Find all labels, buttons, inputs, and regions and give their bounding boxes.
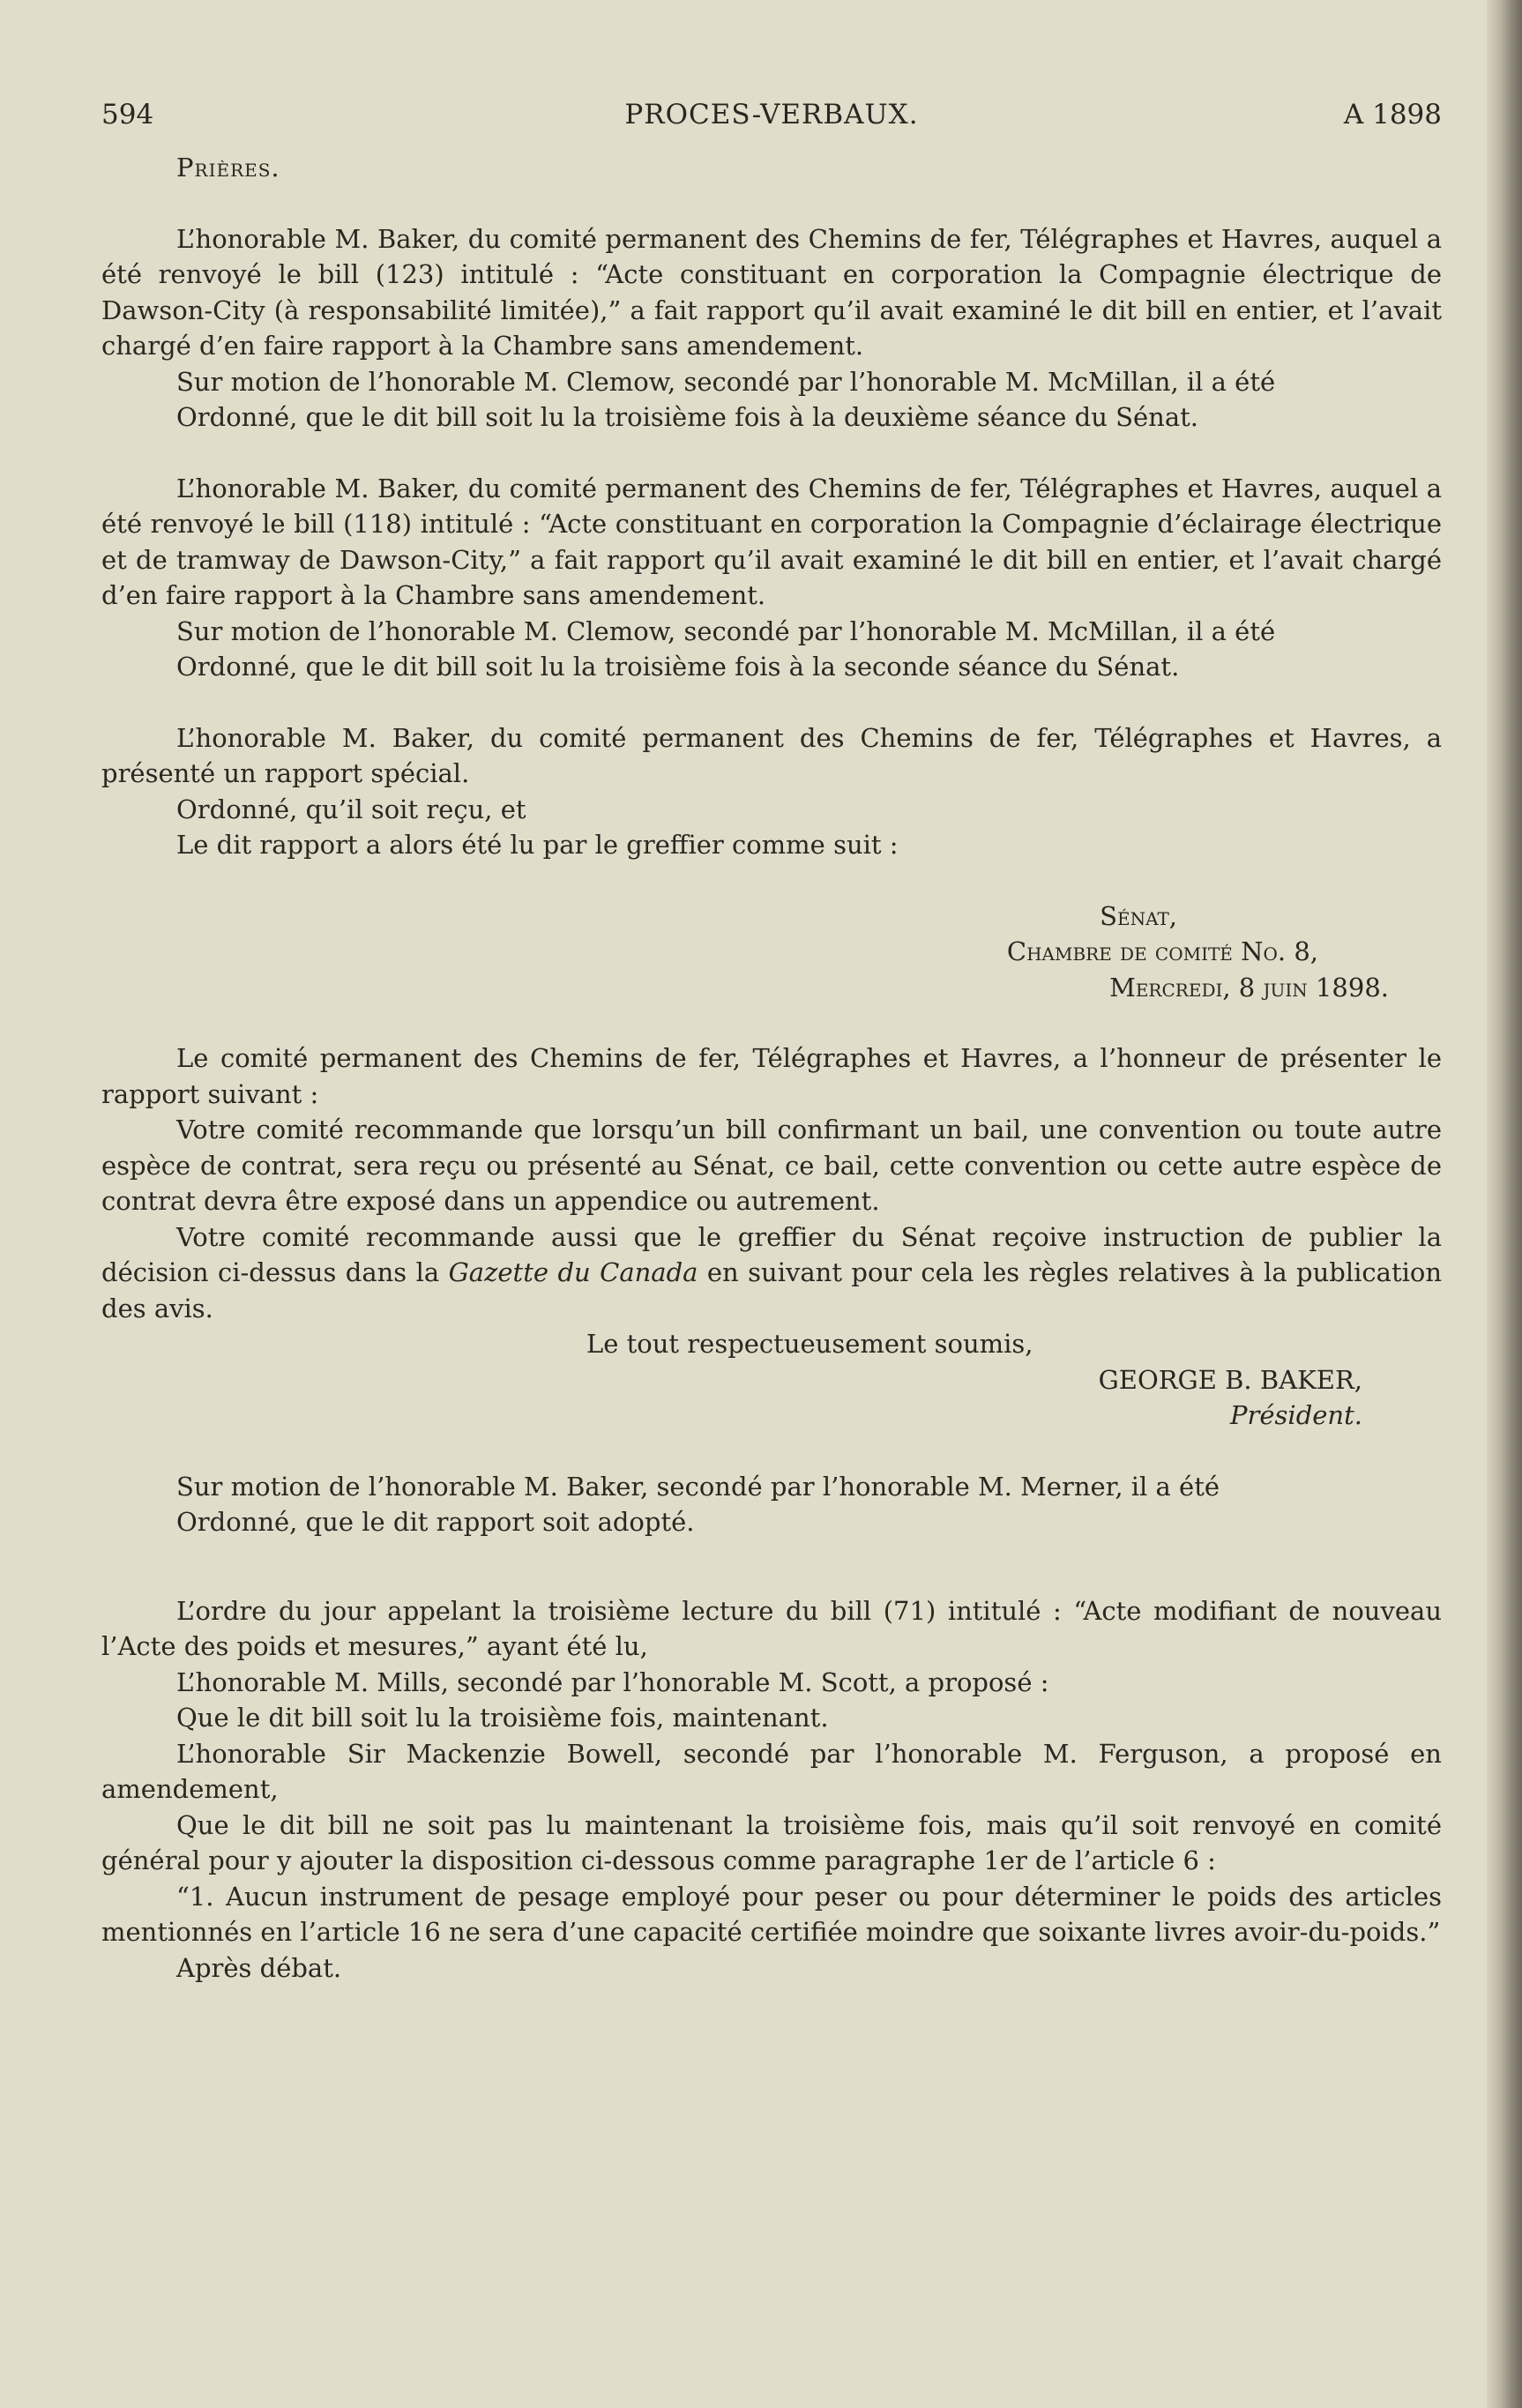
paragraph: Que le dit bill ne soit pas lu maintenant la troisième fois, mais qu’il soit renvoyé en comité général pour y ajouter la disposition ci-dessous comme paragraphe 1er de l’article 6 : bbox=[101, 1809, 1442, 1875]
paragraph: L’honorable M. Baker, du comité permanent des Chemins de fer, Télégraphes et Havres, auquel a été renvoyé le bill (118) intitulé : “Acte constituant en corporation la Compagnie d’éclairage électrique et de tramway de Dawson-City,” a fait rapport qu’il avait examiné le dit bill en entier, et l’avait chargé d’en faire rapport à la Chambre sans amendement. bbox=[101, 473, 1442, 610]
report-header bbox=[101, 898, 1442, 1006]
paragraph: Après débat. bbox=[176, 1952, 342, 1983]
paragraph bbox=[101, 1219, 1442, 1327]
paragraph: Votre comité recommande que lorsqu’un bill confirmant un bail, une convention ou toute autre espèce de contrat, sera reçu ou présenté au Sénat, ce bail, cette convention ou cette autre espèce de contrat devra être exposé dans un appendice ou autrement. bbox=[101, 1115, 1442, 1216]
text-run: Votre comité recommande aussi que le greffier du Sénat reçoive instruction de publier la décision ci-dessus dans la bbox=[101, 1221, 1442, 1287]
paragraph: Ordonné, que le dit rapport soit adopté. bbox=[176, 1507, 695, 1537]
paragraph: Ordonné, que le dit bill soit lu la troisième fois à la seconde séance du Sénat. bbox=[176, 652, 1180, 682]
paragraph: Le dit rapport a alors été lu par le greffier comme suit : bbox=[176, 830, 899, 860]
paragraph: Sur motion de l’honorable M. Clemow, secondé par l’honorable M. McMillan, il a été bbox=[176, 366, 1276, 397]
report-header-senat: Sénat, bbox=[1100, 900, 1177, 931]
page-spine-shadow bbox=[1487, 0, 1522, 2408]
paragraph: Que le dit bill soit lu la troisième fois, maintenant. bbox=[176, 1703, 829, 1733]
publication-title: Gazette du Canada bbox=[448, 1257, 698, 1287]
page-number: 594 bbox=[101, 99, 154, 130]
report-header-room: Chambre de comité No. 8, bbox=[1006, 936, 1318, 966]
running-year: A 1898 bbox=[1343, 99, 1442, 130]
running-header bbox=[101, 97, 1442, 150]
paragraph: Sur motion de l’honorable M. Baker, secondé par l’honorable M. Merner, il a été bbox=[176, 1471, 1220, 1502]
paragraph: Ordonné, que le dit bill soit lu la troisième fois à la deuxième séance du Sénat. bbox=[176, 402, 1198, 432]
signature-closing: Le tout respectueusement soumis, bbox=[586, 1329, 1033, 1359]
running-title: PROCES-VERBAUX. bbox=[624, 99, 919, 130]
section-heading: Prières. bbox=[176, 153, 280, 183]
paragraph: L’honorable Sir Mackenzie Bowell, secondé par l’honorable M. Ferguson, a proposé en amendement, bbox=[101, 1738, 1442, 1804]
paragraph: L’honorable M. Mills, secondé par l’honorable M. Scott, a proposé : bbox=[176, 1666, 1049, 1697]
paragraph: Ordonné, qu’il soit reçu, et bbox=[176, 794, 526, 824]
paragraph: L’honorable M. Baker, du comité permanent des Chemins de fer, Télégraphes et Havres, a présenté un rapport spécial. bbox=[101, 722, 1442, 788]
paragraph: Sur motion de l’honorable M. Clemow, secondé par l’honorable M. McMillan, il a été bbox=[176, 615, 1276, 646]
paragraph: “1. Aucun instrument de pesage employé pour peser ou pour déterminer le poids des articles mentionnés en l’article 16 ne sera d’une capacité certifiée moindre que soixante livres avoir-du-poids.” bbox=[101, 1881, 1442, 1947]
signature-name: GEORGE B. BAKER, bbox=[1098, 1364, 1362, 1395]
report-header-date: Mercredi, 8 juin 1898. bbox=[1109, 972, 1389, 1003]
signature-title: Président. bbox=[1230, 1400, 1362, 1430]
paragraph: Le comité permanent des Chemins de fer, Télégraphes et Havres, a l’honneur de présenter le rapport suivant : bbox=[101, 1043, 1442, 1109]
text-run: en suivant pour cela les règles relatives à la publication des avis. bbox=[101, 1257, 1443, 1323]
paragraph: L’honorable M. Baker, du comité permanent des Chemins de fer, Télégraphes et Havres, auquel a été renvoyé le bill (123) intitulé : “Acte constituant en corporation la Compagnie électrique de Dawson-City (à responsabilité limitée),” a fait rapport qu’il avait examiné le dit bill en entier, et l’avait chargé d’en faire rapport à la Chambre sans amendement. bbox=[101, 223, 1442, 361]
paragraph: L’ordre du jour appelant la troisième lecture du bill (71) intitulé : “Acte modifiant de nouveau l’Acte des poids et mesures,” ayant été lu, bbox=[101, 1595, 1442, 1661]
text-block bbox=[101, 97, 1442, 1986]
